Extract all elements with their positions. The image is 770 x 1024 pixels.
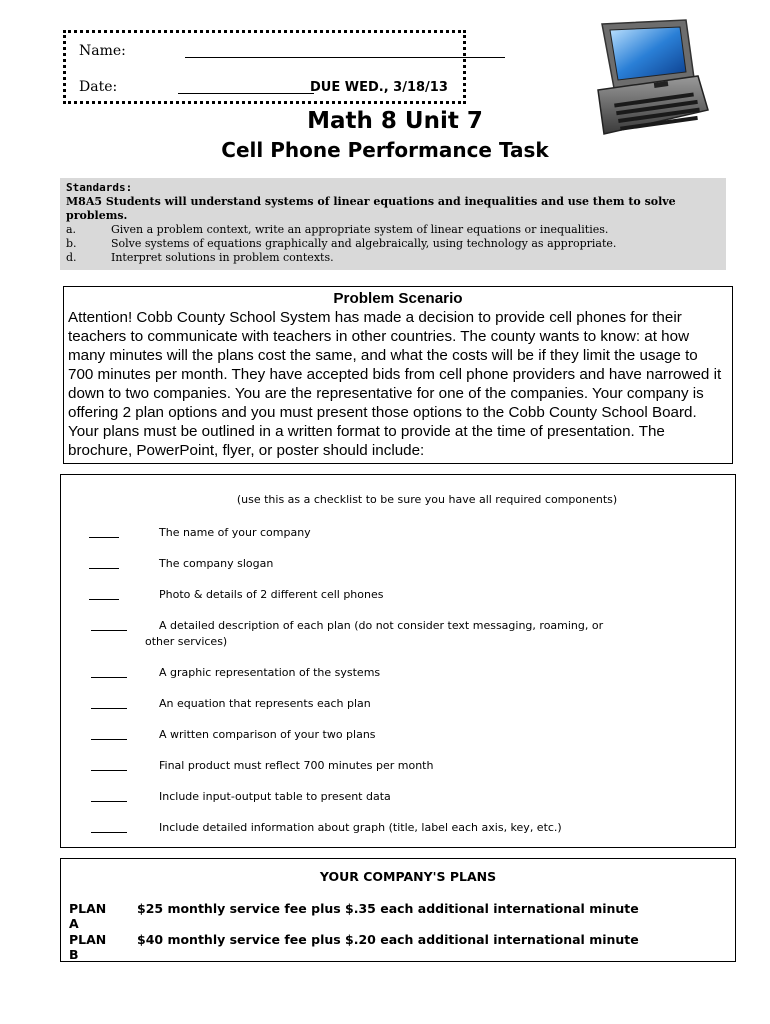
checklist-text: A written comparison of your two plans <box>159 728 376 741</box>
company-plans-box <box>60 858 736 962</box>
checkbox-blank[interactable] <box>89 568 119 569</box>
scenario-line: Your plans must be outlined in a written format to provide at the time of presentation. The <box>68 423 665 440</box>
checklist-text: A detailed description of each plan (do not consider text messaging, roaming, or <box>159 619 604 632</box>
checkbox-blank[interactable] <box>91 770 127 771</box>
checklist-text: Photo & details of 2 different cell phones <box>159 588 384 601</box>
plan-description: $40 monthly service fee plus $.20 each additional international minute <box>137 932 639 947</box>
name-field[interactable] <box>185 57 505 58</box>
checkbox-blank[interactable] <box>91 708 127 709</box>
checklist-text: The company slogan <box>159 557 274 570</box>
scenario-line: teachers to communicate with teachers in other countries. The county wants to know: at how <box>68 328 690 345</box>
scenario-line: down to two companies. You are the representative for one of the companies. Your company is <box>68 385 704 402</box>
checklist-note: (use this as a checklist to be sure you have all required components) <box>236 493 618 506</box>
standard-text: Solve systems of equations graphically and algebraically, using technology as appropriate. <box>111 237 617 250</box>
standards-box <box>60 178 726 270</box>
checklist-text: Include input-output table to present data <box>159 790 391 803</box>
checkbox-blank[interactable] <box>89 537 119 538</box>
scenario-line: 700 minutes per month. They have accepted bids from cell phone providers and have narrowed it <box>68 366 722 383</box>
plan-label: PLAN B <box>69 932 107 962</box>
checklist-text: The name of your company <box>159 526 311 539</box>
standard-main: M8A5 Students will understand systems of linear equations and inequalities and use them to solve problems. <box>66 195 676 222</box>
plans-title: YOUR COMPANY'S PLANS <box>319 869 497 884</box>
problem-scenario-box <box>63 286 733 464</box>
scenario-line: Attention! Cobb County School System has made a decision to provide cell phones for their <box>68 309 682 326</box>
standard-letter: d. <box>66 251 77 264</box>
standard-item <box>66 237 720 251</box>
name-label: Name: <box>79 43 126 59</box>
checklist-text: A graphic representation of the systems <box>159 666 381 679</box>
checklist-text-cont: other services) <box>145 635 228 648</box>
plan-description: $25 monthly service fee plus $.35 each additional international minute <box>137 901 639 916</box>
standard-text: Interpret solutions in problem contexts. <box>111 251 334 264</box>
page-subtitle: Cell Phone Performance Task <box>221 138 549 162</box>
checkbox-blank[interactable] <box>89 599 119 600</box>
checkbox-blank[interactable] <box>91 739 127 740</box>
checkbox-blank[interactable] <box>91 801 127 802</box>
scenario-title: Problem Scenario <box>333 290 463 307</box>
standard-item <box>66 251 720 265</box>
checkbox-blank[interactable] <box>91 677 127 678</box>
page-title: Math 8 Unit 7 <box>307 108 483 134</box>
checklist-text: Include detailed information about graph (title, label each axis, key, etc.) <box>159 821 562 834</box>
standard-item <box>66 223 720 237</box>
date-field[interactable] <box>178 93 314 94</box>
scenario-line: brochure, PowerPoint, flyer, or poster should include: <box>68 442 425 459</box>
plan-label: PLAN A <box>69 901 107 931</box>
checklist-text: Final product must reflect 700 minutes per month <box>159 759 434 772</box>
date-label: Date: <box>79 79 118 95</box>
checkbox-blank[interactable] <box>91 832 127 833</box>
standards-heading: Standards: <box>66 181 133 194</box>
checklist-text: An equation that represents each plan <box>159 697 371 710</box>
checkbox-blank[interactable] <box>91 630 127 631</box>
scenario-line: offering 2 plan options and you must present those options to the Cobb County School Board. <box>68 404 697 421</box>
checklist-box <box>60 474 736 848</box>
standard-text: Given a problem context, write an appropriate system of linear equations or inequalities. <box>111 223 609 236</box>
due-date: DUE WED., 3/18/13 <box>310 80 448 95</box>
standard-letter: b. <box>66 237 77 250</box>
standard-letter: a. <box>66 223 77 236</box>
scenario-line: many minutes will the plans cost the same, and what the costs will be if they limit the usage to <box>68 347 698 364</box>
